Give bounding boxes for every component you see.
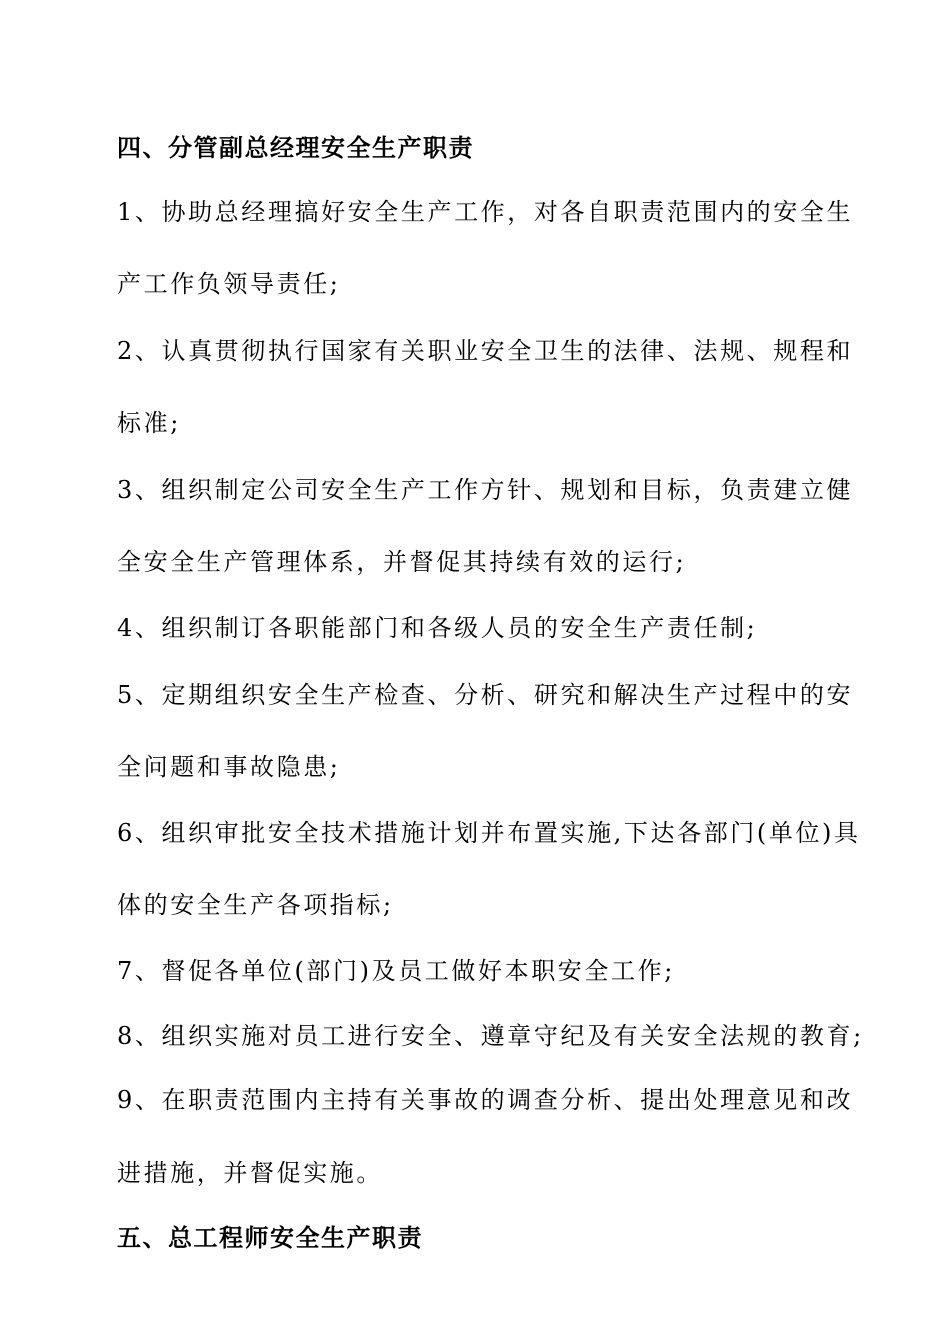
item-8-line-1: 8、组织实施对员工进行安全、遵章守纪及有关安全法规的教育; (117, 1022, 864, 1050)
item-9-line-1: 9、在职责范围内主持有关事故的调查分析、提出处理意见和改 (117, 1086, 854, 1114)
item-4-line-1: 4、组织制订各职能部门和各级人员的安全生产责任制; (117, 614, 758, 642)
item-6-line-2: 体的安全生产各项指标; (117, 891, 394, 919)
item-6-line-1: 6、组织审批安全技术措施计划并布置实施,下达各部门(单位)具 (117, 819, 861, 847)
item-2-line-1: 2、认真贯彻执行国家有关职业安全卫生的法律、法规、规程和 (117, 337, 854, 365)
item-5-line-1: 5、定期组织安全生产检查、分析、研究和解决生产过程中的安 (117, 681, 854, 709)
item-9-line-2: 进措施，并督促实施。 (117, 1159, 383, 1187)
section-heading: 五、总工程师安全生产职责 (117, 1223, 423, 1252)
item-1-line-1: 1、协助总经理搞好安全生产工作，对各自职责范围内的安全生 (117, 198, 854, 226)
item-2-line-2: 标准; (117, 409, 181, 437)
item-7-line-1: 7、督促各单位(部门)及员工做好本职安全工作; (117, 957, 675, 985)
item-5-line-2: 全问题和事故隐患; (117, 753, 341, 781)
item-3-line-1: 3、组织制定公司安全生产工作方针、规划和目标，负责建立健 (117, 476, 854, 504)
section-heading: 四、分管副总经理安全生产职责 (117, 133, 474, 162)
item-3-line-2: 全安全生产管理体系，并督促其持续有效的运行; (117, 548, 687, 576)
item-1-line-2: 产工作负领导责任; (117, 270, 341, 298)
